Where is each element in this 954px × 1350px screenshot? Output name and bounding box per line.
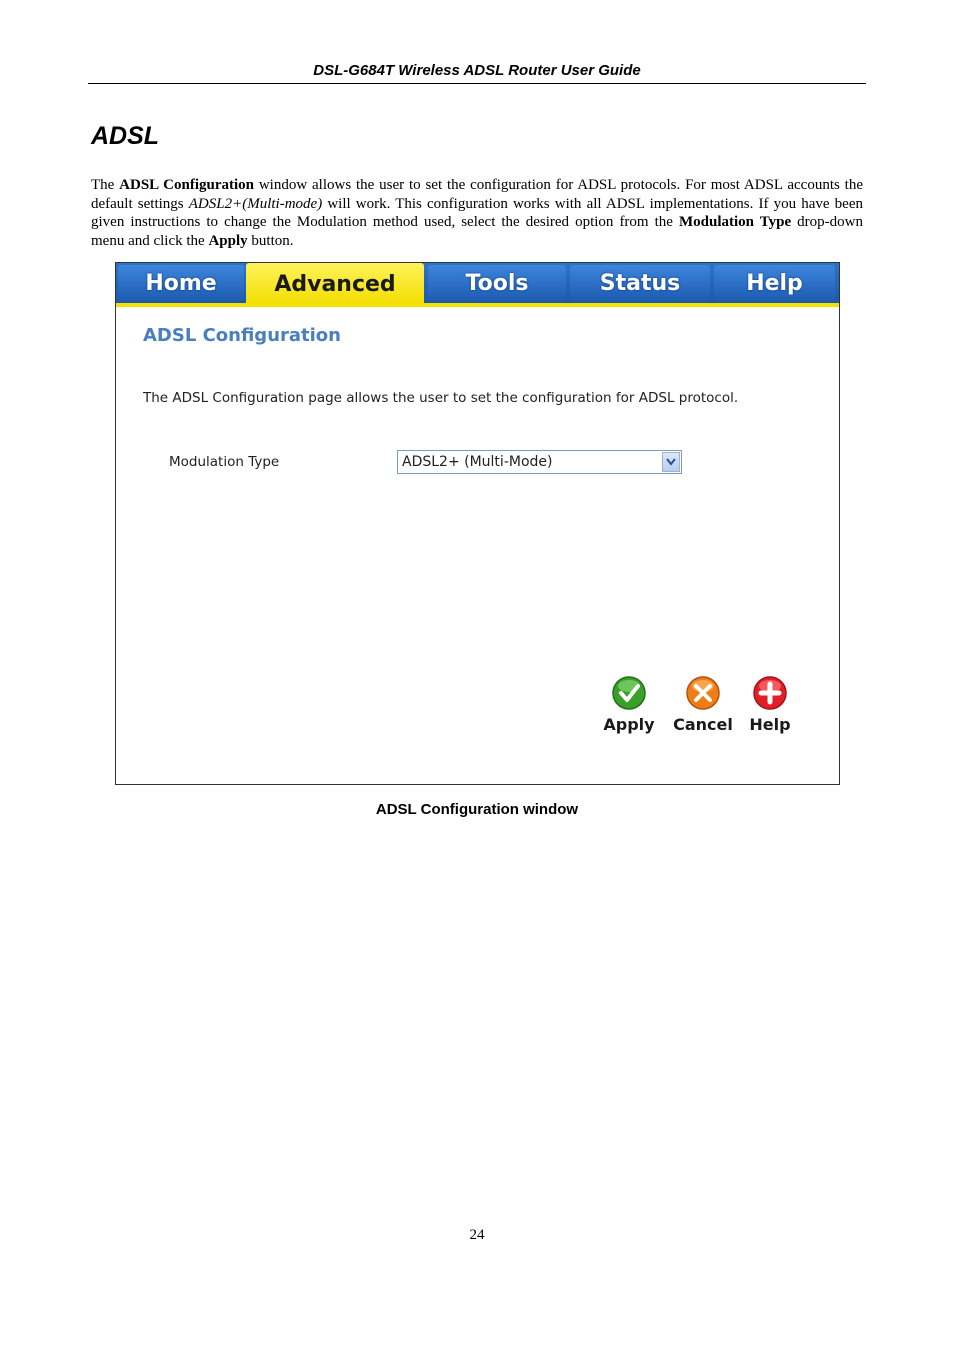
intro-bold-term: Modulation Type: [678, 214, 792, 230]
modulation-type-select[interactable]: [397, 450, 682, 474]
cancel-label: Cancel: [673, 715, 733, 734]
intro-italic-term: ADSL2+(Multi-mode): [188, 195, 323, 212]
figure-caption: ADSL Configuration window: [375, 801, 579, 818]
tab-status[interactable]: Status: [570, 265, 710, 301]
plus-icon: [752, 675, 788, 711]
intro-paragraph: [91, 176, 863, 250]
page-number: 24: [469, 1227, 485, 1243]
router-screenshot: [115, 262, 840, 785]
x-icon: [685, 675, 721, 711]
intro-text: button.: [247, 232, 294, 249]
page-description: The ADSL Configuration page allows the user to set the configuration for ADSL protocol.: [143, 390, 739, 406]
intro-text: window allows the user to set the configuration for ADSL protocols. For most ADSL accounts the default settings: [91, 177, 863, 212]
help-button[interactable]: [735, 675, 805, 734]
apply-button[interactable]: [594, 675, 664, 734]
intro-text: will work. This configuration works with all ADSL implementations. If you have been given instructions to change the Modulation method used, select the desired option from the: [91, 195, 863, 230]
intro-bold-term: ADSL Configuration: [119, 177, 255, 193]
tab-home[interactable]: Home: [118, 265, 244, 301]
cancel-button[interactable]: [668, 675, 738, 734]
check-icon: [611, 675, 647, 711]
tab-help[interactable]: Help: [714, 265, 835, 301]
section-title: ADSL: [91, 122, 160, 150]
document-header: DSL-G684T Wireless ADSL Router User Guide: [313, 62, 641, 79]
modulation-type-label: Modulation Type: [169, 454, 280, 470]
modulation-type-value: ADSL2+ (Multi-Mode): [402, 454, 553, 470]
apply-label: Apply: [603, 715, 655, 734]
help-label: Help: [749, 715, 791, 734]
tab-bar: [116, 263, 839, 307]
tab-advanced[interactable]: Advanced: [246, 263, 424, 305]
header-divider: [88, 83, 866, 84]
page-title: ADSL Configuration: [143, 325, 341, 346]
chevron-down-icon[interactable]: [662, 452, 680, 472]
tab-tools[interactable]: Tools: [428, 265, 566, 301]
intro-bold-term: Apply: [208, 232, 248, 249]
intro-text: The: [91, 177, 120, 193]
intro-text: drop-down menu and click the: [91, 214, 864, 249]
